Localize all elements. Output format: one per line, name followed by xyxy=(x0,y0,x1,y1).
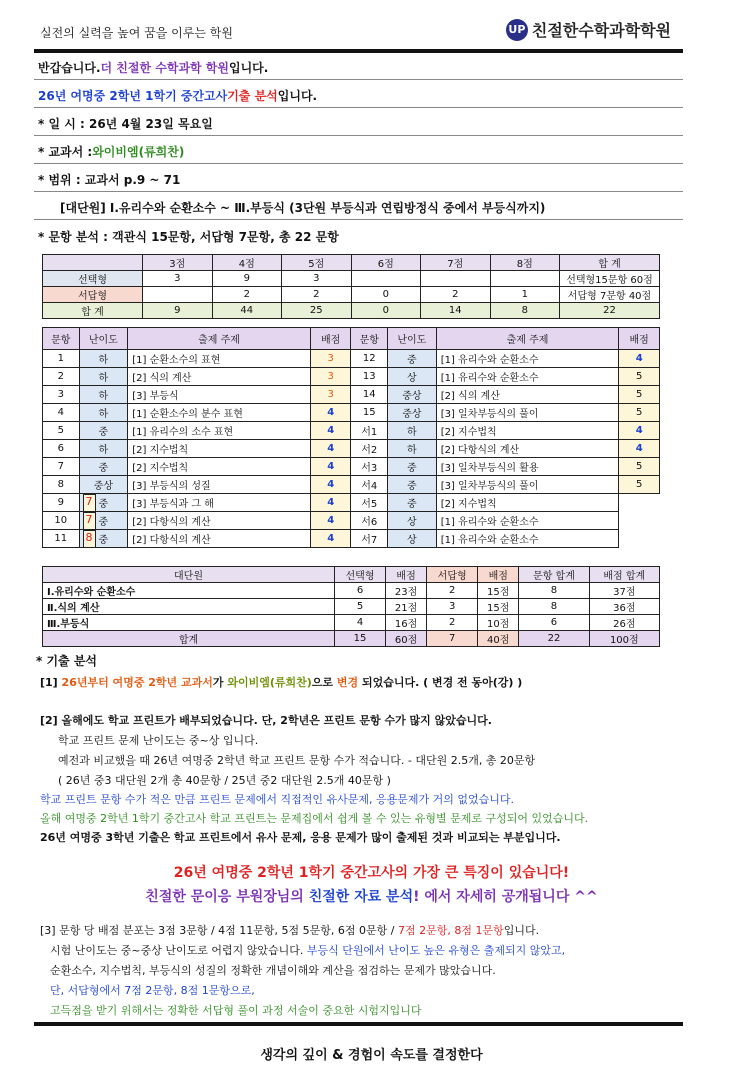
unit-cell: 5 xyxy=(335,599,386,615)
topic: [2] 다항식의 계산 xyxy=(436,440,619,458)
score-cell: 44 xyxy=(212,303,282,319)
score-table-row xyxy=(43,271,660,287)
score-cell: 선택형15문항 60점 xyxy=(560,271,660,287)
topic: [1] 유리수와 순환소수 xyxy=(436,350,619,368)
topic: [3] 일차부등식의 활용 xyxy=(436,458,619,476)
topic: [2] 지수법칙 xyxy=(436,494,619,512)
score-cell: 서답형 7문항 40점 xyxy=(560,287,660,303)
question-number: 10 xyxy=(43,512,80,530)
points: 4 xyxy=(310,422,351,440)
highlight-line-2 xyxy=(0,886,743,906)
difficulty: 중 xyxy=(79,530,128,548)
score-header-cell: 5점 xyxy=(282,255,352,271)
date-line: * 일 시 : 26년 4월 23일 목요일 xyxy=(34,112,683,136)
question-number: 12 xyxy=(351,350,388,368)
score-cell: 8 xyxy=(490,303,560,319)
table-row xyxy=(43,530,660,548)
difficulty: 하 xyxy=(388,422,437,440)
table-row xyxy=(43,350,660,368)
header-cell: 난이도 xyxy=(79,328,128,350)
footer-slogan: 생각의 깊이 & 경험이 속도를 결정한다 xyxy=(260,1048,483,1063)
total-cell: 7 xyxy=(427,631,478,647)
score-cell: 1 xyxy=(490,287,560,303)
header-cell: 출제 주제 xyxy=(128,328,311,350)
topic: [1] 유리수와 순환소수 xyxy=(436,512,619,530)
points: 4 xyxy=(310,530,351,548)
header-cell: 대단원 xyxy=(43,567,335,583)
analysis-point-2-line: 올해 여명중 2학년 1학기 중간고사 학교 프린트는 문제집에서 쉽게 볼 수 있는 유형별 문제로 구성되어 있었습니다. xyxy=(40,812,589,825)
analysis-point-3-line xyxy=(40,922,539,938)
header-cell: 배점 xyxy=(478,567,519,583)
unit-cell: 2 xyxy=(427,615,478,631)
topic: [2] 다항식의 계산 xyxy=(128,530,311,548)
unit-cell: 6 xyxy=(519,615,589,631)
points: 7 xyxy=(83,512,96,530)
highlight-text: 친절한 문이응 부원장님의 xyxy=(145,889,309,905)
topic: [3] 부등식 xyxy=(128,386,311,404)
difficulty: 중 xyxy=(388,350,437,368)
score-distribution-table xyxy=(42,254,660,319)
question-number: 서2 xyxy=(351,440,388,458)
unit-cell: 3 xyxy=(427,599,478,615)
highlight-line-1: 26년 여명중 2학년 1학기 중간고사의 가장 큰 특징이 있습니다! xyxy=(173,865,570,881)
unit-cell: 15점 xyxy=(478,583,519,599)
score-table-total-row xyxy=(43,303,660,319)
difficulty: 중 xyxy=(79,458,128,476)
difficulty: 상 xyxy=(388,512,437,530)
range-line: * 범위 : 교과서 p.9 ~ 71 xyxy=(34,168,683,192)
topic: [3] 부등식과 그 해 xyxy=(128,494,311,512)
header-cell: 배점 xyxy=(386,567,427,583)
difficulty: 중상 xyxy=(388,386,437,404)
difficulty: 중 xyxy=(388,494,437,512)
highlight-analysis: 친절한 자료 분석 xyxy=(308,889,414,905)
bottom-divider xyxy=(34,1022,683,1026)
unit-cell: 4 xyxy=(335,615,386,631)
intro-line xyxy=(34,56,683,80)
point-1-text: 가 xyxy=(212,676,228,689)
points: 4 xyxy=(619,350,660,368)
unit-table-header xyxy=(43,567,660,583)
question-number: 서6 xyxy=(351,512,388,530)
header-cell: 출제 주제 xyxy=(436,328,619,350)
unit-cell: 16점 xyxy=(386,615,427,631)
score-header-cell: 8점 xyxy=(490,255,560,271)
score-cell xyxy=(490,271,560,287)
unit-row xyxy=(43,599,660,615)
table-row xyxy=(43,422,660,440)
difficulty: 하 xyxy=(79,368,128,386)
header-cell: 배점 xyxy=(619,328,660,350)
points: 5 xyxy=(619,386,660,404)
topic: [2] 지수법칙 xyxy=(128,458,311,476)
question-number: 서5 xyxy=(351,494,388,512)
point-3-text: 입니다. xyxy=(503,924,540,937)
score-header-cell: 3점 xyxy=(143,255,213,271)
question-number: 6 xyxy=(43,440,80,458)
unit-cell: 26점 xyxy=(589,615,659,631)
intro-academy: 더 친절한 수학과학 학원 xyxy=(100,61,229,75)
difficulty: 하 xyxy=(79,386,128,404)
points: 5 xyxy=(619,368,660,386)
points: 3 xyxy=(310,350,351,368)
score-cell: 2 xyxy=(421,287,491,303)
points: 5 xyxy=(619,458,660,476)
difficulty: 하 xyxy=(79,440,128,458)
difficulty: 하 xyxy=(79,404,128,422)
points: 4 xyxy=(310,404,351,422)
type-summary-line: * 문항 분석 : 객관식 15문항, 서답형 7문항, 총 22 문항 xyxy=(38,229,339,244)
analysis-point-3-line: 단, 서답형에서 7점 2문항, 8점 1문항으로, xyxy=(50,984,255,997)
unit-name: Ⅲ.부등식 xyxy=(43,615,335,631)
unit-cell: 21점 xyxy=(386,599,427,615)
difficulty: 중 xyxy=(79,512,128,530)
difficulty: 중 xyxy=(79,422,128,440)
points: 4 xyxy=(310,494,351,512)
score-header-cell: 6점 xyxy=(351,255,421,271)
score-cell xyxy=(143,287,213,303)
unit-total-row xyxy=(43,631,660,647)
table-row xyxy=(43,512,660,530)
points: 4 xyxy=(310,512,351,530)
textbook-label: * 교과서 : xyxy=(38,145,93,159)
points: 5 xyxy=(619,476,660,494)
difficulty: 중 xyxy=(388,458,437,476)
question-number: 7 xyxy=(43,458,80,476)
points: 5 xyxy=(619,404,660,422)
topic: [1] 유리수와 순환소수 xyxy=(436,368,619,386)
difficulty: 중상 xyxy=(79,476,128,494)
topic: [1] 유리수와 순환소수 xyxy=(436,530,619,548)
score-header-cell: 7점 xyxy=(421,255,491,271)
point-3-text: [3] 문항 당 배점 분포는 3점 3문항 / 4점 11문항, 5점 5문항, 6점 0문항 / xyxy=(40,924,398,937)
score-table-header xyxy=(43,255,660,271)
header-cell: 서답형 xyxy=(427,567,478,583)
question-number: 서4 xyxy=(351,476,388,494)
topic: [2] 지수법칙 xyxy=(436,422,619,440)
title-highlight: 기출 분석 xyxy=(227,89,278,103)
header-cell: 선택형 xyxy=(335,567,386,583)
analysis-point-2-line: ( 26년 중3 대단원 2개 총 40문항 / 25년 중2 대단원 2.5개 40문항 ) xyxy=(58,774,391,787)
unit-cell: 8 xyxy=(519,583,589,599)
question-number: 서3 xyxy=(351,458,388,476)
unit-cell: 23점 xyxy=(386,583,427,599)
unit-cell: 8 xyxy=(519,599,589,615)
points: 7 xyxy=(83,494,96,512)
header-cell: 난이도 xyxy=(388,328,437,350)
question-number: 4 xyxy=(43,404,80,422)
score-cell: 3 xyxy=(143,271,213,287)
topic: [1] 순환소수의 분수 표현 xyxy=(128,404,311,422)
analysis-point-1 xyxy=(40,674,522,690)
difficulty: 상 xyxy=(388,368,437,386)
analysis-point-2-heading: [2] 올해에도 학교 프린트가 배부되었습니다. 단, 2학년은 프린트 문항 수가 많지 않았습니다. xyxy=(40,714,492,727)
topic: [2] 식의 계산 xyxy=(436,386,619,404)
table-row xyxy=(43,386,660,404)
unit-row xyxy=(43,583,660,599)
question-number: 2 xyxy=(43,368,80,386)
score-cell: 0 xyxy=(351,303,421,319)
difficulty: 하 xyxy=(388,440,437,458)
highlight-text: ! 에서 자세히 공개됩니다 ^^ xyxy=(413,889,598,905)
unit-cell: 2 xyxy=(427,583,478,599)
points: 4 xyxy=(310,458,351,476)
intro-text: 반갑습니다. xyxy=(38,61,101,75)
total-cell: 15 xyxy=(335,631,386,647)
difficulty: 하 xyxy=(79,350,128,368)
unit-cell: 6 xyxy=(335,583,386,599)
score-table-row xyxy=(43,287,660,303)
brand-name: 친절한수학과학학원 xyxy=(531,21,671,40)
question-number: 14 xyxy=(351,386,388,404)
score-header-cell: 합 계 xyxy=(560,255,660,271)
question-table-header xyxy=(43,328,660,350)
table-row xyxy=(43,404,660,422)
difficulty: 중상 xyxy=(388,404,437,422)
point-3-highlight: 부등식 단원에서 난이도 높은 유형은 출제되지 않았고, xyxy=(306,944,566,957)
title-suffix: 입니다. xyxy=(277,89,318,103)
unit-cell: 36점 xyxy=(589,599,659,615)
analysis-point-2-line: 예전과 비교했을 때 26년 여명중 2학년 학교 프린트 문항 수가 적습니다. - 대단원 2.5개, 총 20문항 xyxy=(58,754,536,767)
row-label: 서답형 xyxy=(43,287,143,303)
total-cell: 22 xyxy=(519,631,589,647)
header-cell: 문항 xyxy=(351,328,388,350)
points: 8 xyxy=(83,530,96,548)
points: 4 xyxy=(310,476,351,494)
analysis-point-3-line xyxy=(50,942,565,958)
score-header-cell xyxy=(43,255,143,271)
difficulty: 중 xyxy=(79,494,128,512)
total-cell: 60점 xyxy=(386,631,427,647)
points: 4 xyxy=(619,440,660,458)
question-number: 5 xyxy=(43,422,80,440)
score-cell: 2 xyxy=(212,287,282,303)
analysis-point-3-line: 고득점을 받기 위해서는 정확한 서답형 풀이 과정 서술이 중요한 시험지입니다 xyxy=(50,1004,422,1017)
question-number: 1 xyxy=(43,350,80,368)
analysis-point-2-line: 26년 여명중 3학년 기출은 학교 프린트에서 유사 문제, 응용 문제가 많이 출제된 것과 비교되는 부분입니다. xyxy=(40,831,561,844)
score-cell xyxy=(421,271,491,287)
score-cell: 3 xyxy=(282,271,352,287)
point-1-text: 되었습니다. ( 변경 전 동아(강) ) xyxy=(358,676,523,689)
table-row xyxy=(43,476,660,494)
topic: [1] 순환소수의 표현 xyxy=(128,350,311,368)
header-cell: 배점 xyxy=(310,328,351,350)
header-cell: 문항 xyxy=(43,328,80,350)
topic: [2] 식의 계산 xyxy=(128,368,311,386)
points: 3 xyxy=(310,386,351,404)
points: 4 xyxy=(310,440,351,458)
question-number: 9 xyxy=(43,494,80,512)
brand-logo-icon: UP xyxy=(506,19,528,41)
topic: [3] 부등식의 성질 xyxy=(128,476,311,494)
question-table xyxy=(42,327,660,548)
textbook-value: 와이비엠(류희찬) xyxy=(92,145,185,159)
score-cell: 2 xyxy=(282,287,352,303)
top-divider xyxy=(34,49,683,53)
question-number: 13 xyxy=(351,368,388,386)
analysis-heading: * 기출 분석 xyxy=(36,654,97,668)
point-marker: [1] xyxy=(40,676,62,689)
score-cell: 14 xyxy=(421,303,491,319)
analysis-point-3-line: 순환소수, 지수법칙, 부등식의 성질의 정확한 개념이해와 계산을 점검하는 문제가 많았습니다. xyxy=(50,964,496,977)
score-cell: 0 xyxy=(351,287,421,303)
topic: [3] 일차부등식의 풀이 xyxy=(436,404,619,422)
score-header-cell: 4점 xyxy=(212,255,282,271)
topic: [2] 지수법칙 xyxy=(128,440,311,458)
question-number: 서7 xyxy=(351,530,388,548)
score-cell: 9 xyxy=(143,303,213,319)
unit-cell: 37점 xyxy=(589,583,659,599)
title-line xyxy=(34,84,683,108)
row-label: 선택형 xyxy=(43,271,143,287)
table-row xyxy=(43,458,660,476)
unit-summary-table xyxy=(42,566,660,647)
topic: [3] 일차부등식의 풀이 xyxy=(436,476,619,494)
total-cell: 40점 xyxy=(478,631,519,647)
point-3-text: 시험 난이도는 중~중상 난이도로 어렵지 않았습니다. xyxy=(50,944,307,957)
point-1-change: 변경 xyxy=(336,676,359,689)
row-label: 합 계 xyxy=(43,303,143,319)
total-cell: 100점 xyxy=(589,631,659,647)
unit-cell: 10점 xyxy=(478,615,519,631)
total-label: 합계 xyxy=(43,631,335,647)
score-cell: 25 xyxy=(282,303,352,319)
point-3-highlight: 7점 2문항, 8점 1문항 xyxy=(397,924,504,937)
table-row xyxy=(43,368,660,386)
table-row xyxy=(43,494,660,512)
topic: [1] 유리수의 소수 표현 xyxy=(128,422,311,440)
topic: [2] 다항식의 계산 xyxy=(128,512,311,530)
score-cell: 9 xyxy=(212,271,282,287)
question-number: 3 xyxy=(43,386,80,404)
header-tagline: 실전의 실력을 높여 꿈을 이루는 학원 xyxy=(40,26,233,40)
unit-name: Ⅱ.식의 계산 xyxy=(43,599,335,615)
point-1-textbook: 와이비엠(류희찬) xyxy=(227,676,312,689)
question-number: 15 xyxy=(351,404,388,422)
score-cell: 22 xyxy=(560,303,660,319)
textbook-line xyxy=(34,140,683,164)
header-cell: 문항 합계 xyxy=(519,567,589,583)
question-number: 8 xyxy=(43,476,80,494)
title-text: 26년 여명중 2학년 1학기 중간고사 xyxy=(38,89,228,103)
units-line: [대단원] Ⅰ.유리수와 순환소수 ~ Ⅲ.부등식 (3단원 부등식과 연립방정식 중에서 부등식까지) xyxy=(34,196,683,220)
unit-row xyxy=(43,615,660,631)
analysis-point-2-line: 학교 프린트 문제 난이도는 중~상 입니다. xyxy=(58,734,259,747)
analysis-point-2-line: 학교 프린트 문항 수가 적은 만큼 프린트 문제에서 직접적인 유사문제, 응용문제가 거의 없었습니다. xyxy=(40,793,514,806)
difficulty: 중 xyxy=(388,476,437,494)
difficulty: 상 xyxy=(388,530,437,548)
question-number: 11 xyxy=(43,530,80,548)
table-row xyxy=(43,440,660,458)
point-1-text: 으로 xyxy=(311,676,337,689)
intro-suffix: 입니다. xyxy=(229,61,269,75)
header-cell: 배점 합계 xyxy=(589,567,659,583)
point-1-subject: 26년부터 여명중 2학년 교과서 xyxy=(61,676,213,689)
score-cell xyxy=(351,271,421,287)
points: 3 xyxy=(310,368,351,386)
unit-cell: 15점 xyxy=(478,599,519,615)
unit-name: Ⅰ.유리수와 순환소수 xyxy=(43,583,335,599)
question-number: 서1 xyxy=(351,422,388,440)
points: 4 xyxy=(619,422,660,440)
brand xyxy=(506,18,671,41)
